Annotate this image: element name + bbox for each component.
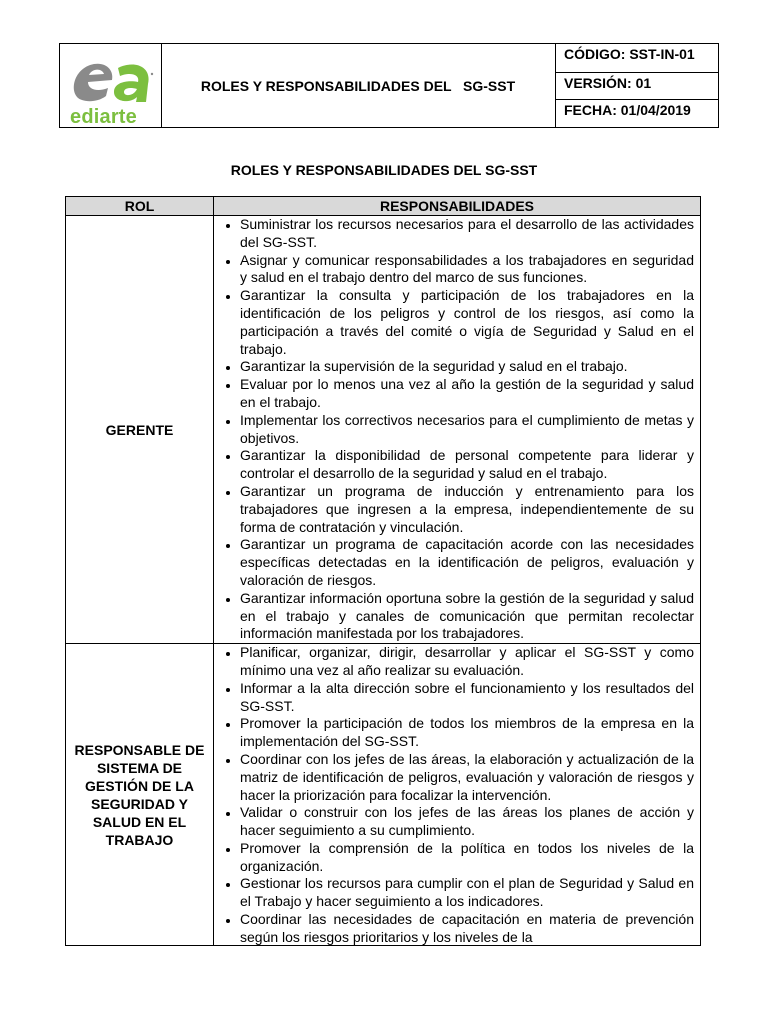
table-row — [66, 644, 701, 946]
roles-table — [65, 196, 701, 946]
list-item: • Garantizar la disponibilidad de personal competente para liderar y controlar el desarrollo de la seguridad y salud en el trabajo. — [240, 447, 694, 483]
document-meta — [556, 44, 718, 127]
header-title: ROLES Y RESPONSABILIDADES DEL SG-SST — [161, 44, 556, 127]
responsibility-list — [214, 216, 700, 643]
list-item: • Garantizar la supervisión de la seguridad y salud en el trabajo. — [240, 358, 694, 376]
list-item: • Promover la comprensión de la política en todos los niveles de la organización. — [240, 840, 694, 876]
table-row — [66, 216, 701, 644]
document-header — [59, 43, 719, 128]
list-item: • Validar o construir con los jefes de las áreas los planes de acción y hacer seguimiento a su cumplimiento. — [240, 804, 694, 840]
list-item: • Gestionar los recursos para cumplir con el plan de Seguridad y Salud en el Trabajo y hacer seguimiento a los indicadores. — [240, 875, 694, 911]
list-item: • Implementar los correctivos necesarios para el cumplimiento de metas y objetivos. — [240, 412, 694, 448]
responsibilities-clip — [214, 644, 700, 945]
list-item: • Garantizar un programa de inducción y entrenamiento para los trabajadores que ingresen a la empresa, independientemente de su forma de contratación y vinculación. — [240, 483, 694, 536]
list-item: • Evaluar por lo menos una vez al año la gestión de la seguridad y salud en el trabajo. — [240, 376, 694, 412]
column-header-role: ROL — [66, 197, 214, 216]
responsibility-list — [214, 644, 700, 945]
document-date: FECHA: 01/04/2019 — [556, 99, 718, 127]
list-item: • Coordinar las necesidades de capacitación en materia de prevención según los riesgos prioritarios y los niveles de la — [240, 911, 694, 945]
list-item: • Informar a la alta dirección sobre el funcionamiento y los resultados del SG-SST. — [240, 680, 694, 716]
list-item: • Promover la participación de todos los miembros de la empresa en la implementación del SG-SST. — [240, 715, 694, 751]
list-item: • Garantizar un programa de capacitación acorde con las necesidades específicas detectadas en la identificación de peligros, evaluación y valoración de riesgos. — [240, 536, 694, 589]
role-cell: RESPONSABLE DE SISTEMA DE GESTIÓN DE LA SEGURIDAD Y SALUD EN EL TRABAJO — [66, 644, 214, 946]
responsibilities-cell — [214, 216, 701, 644]
document-version: VERSIÓN: 01 — [556, 72, 718, 100]
document-code: CÓDIGO: SST-IN-01 — [564, 46, 695, 62]
list-item: • Planificar, organizar, dirigir, desarrollar y aplicar el SG-SST y como mínimo una vez al año realizar su evaluación. — [240, 644, 694, 680]
page-title: ROLES Y RESPONSABILIDADES DEL SG-SST — [230, 162, 538, 178]
list-item: • Garantizar la consulta y participación de los trabajadores en la identificación de los peligros y control de los riesgos, así como la participación a través del comité o vigía de Seguridad y Salud en el trabajo. — [240, 287, 694, 358]
responsibilities-cell — [214, 644, 701, 946]
table-header-row — [66, 197, 701, 216]
list-item: • Suministrar los recursos necesarios para el desarrollo de las actividades del SG-SST. — [240, 216, 694, 252]
list-item: • Garantizar información oportuna sobre la gestión de la seguridad y salud en el trabajo y canales de comunicación que permitan recolectar información manifestada por los trabajadores. — [240, 590, 694, 643]
list-item: • Asignar y comunicar responsabilidades a los trabajadores en seguridad y salud en el trabajo dentro del marco de sus funciones. — [240, 252, 694, 288]
logo-cell — [60, 44, 162, 127]
logo-wordmark: ediarte — [70, 106, 137, 128]
list-item: • Coordinar con los jefes de las áreas, la elaboración y actualización de la matriz de identificación de peligros, evaluación y valoración de riesgos y hacer la priorización para focalizar la intervención. — [240, 751, 694, 804]
column-header-responsibilities: RESPONSABILIDADES — [214, 197, 701, 216]
role-cell: GERENTE — [66, 216, 214, 644]
